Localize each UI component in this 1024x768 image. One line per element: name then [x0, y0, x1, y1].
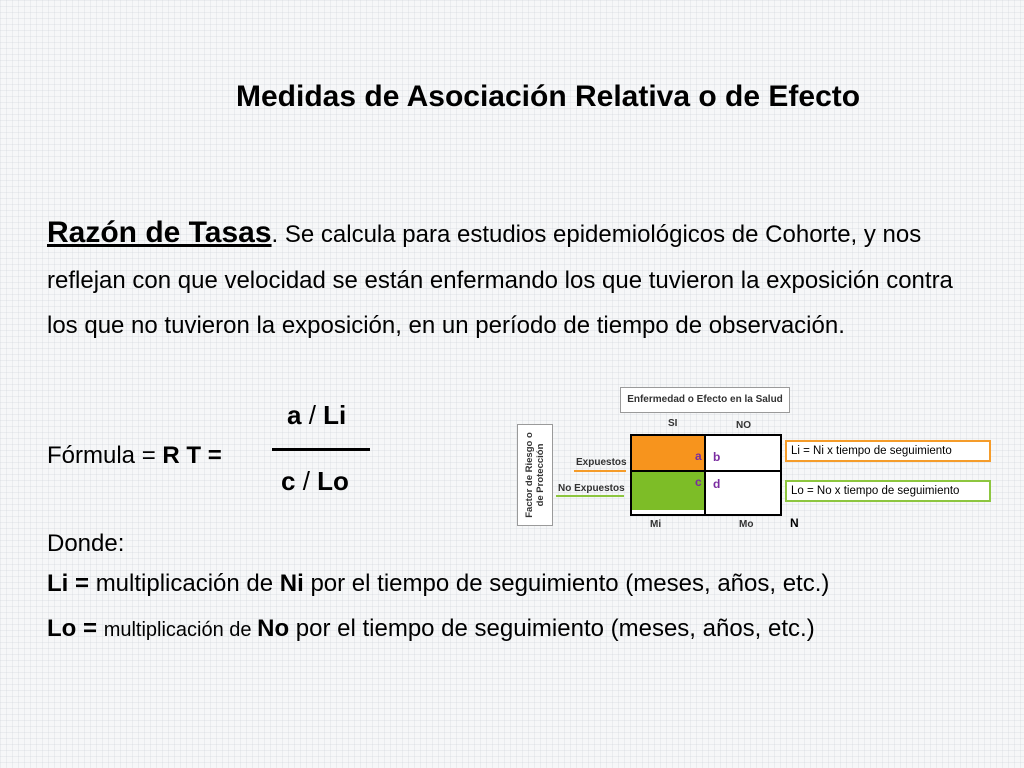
table-horizontal-divider — [630, 470, 780, 472]
cell-d-label: d — [713, 477, 721, 491]
formula-denominator: c / Lo — [281, 466, 349, 496]
formula-symbol: R T = — [162, 442, 222, 469]
total-cases-label: Mi — [650, 519, 662, 530]
cell-b-label: b — [713, 450, 721, 464]
slide-title: Medidas de Asociación Relativa o de Efecto — [236, 80, 861, 113]
cell-a-label: a — [695, 449, 702, 463]
li-note-box: Li = Ni x tiempo de seguimiento — [785, 440, 991, 462]
outcome-header: Enfermedad o Efecto en la Salud — [620, 387, 790, 413]
definition-li: Li = multiplicación de Ni por el tiempo de seguimiento (meses, años, etc.) — [47, 570, 830, 597]
lo-note-box: Lo = No x tiempo de seguimiento — [785, 480, 991, 502]
fraction-bar — [272, 448, 370, 451]
column-no-label: NO — [736, 420, 751, 431]
exposure-axis-box — [517, 424, 553, 526]
row-exposed-label: Expuestos — [576, 457, 627, 468]
table-vertical-divider — [704, 434, 706, 514]
formula-numerator: a / Li — [287, 400, 347, 430]
exposed-underline — [574, 470, 626, 472]
grand-total-label: N — [790, 516, 799, 530]
unexposed-underline — [556, 495, 624, 497]
rate-ratio-description: . Se calcula para estudios epidemiológicos de Cohorte, y nos reflejan con que velocidad se están enfermando los que tuvieron la exposición contra los que no tuvieron la exposición, en un período de tiempo de observación. — [47, 221, 953, 339]
row-unexposed-label: No Expuestos — [558, 483, 625, 494]
rate-ratio-heading: Razón de Tasas — [47, 216, 272, 249]
column-yes-label: SI — [668, 418, 678, 429]
cell-unexposed-yes — [632, 472, 704, 510]
total-noncases-label: Mo — [739, 519, 754, 530]
exposure-axis-label: Factor de Riesgo o de Protección — [524, 432, 546, 518]
cell-c-label: c — [695, 475, 702, 489]
cell-exposed-yes — [632, 436, 704, 470]
donde-label: Donde: — [47, 530, 125, 557]
intro-paragraph — [47, 210, 977, 349]
formula-label: Fórmula = R T = — [47, 442, 222, 469]
definition-lo: Lo = multiplicación de No por el tiempo de seguimiento (meses, años, etc.) — [47, 615, 815, 642]
